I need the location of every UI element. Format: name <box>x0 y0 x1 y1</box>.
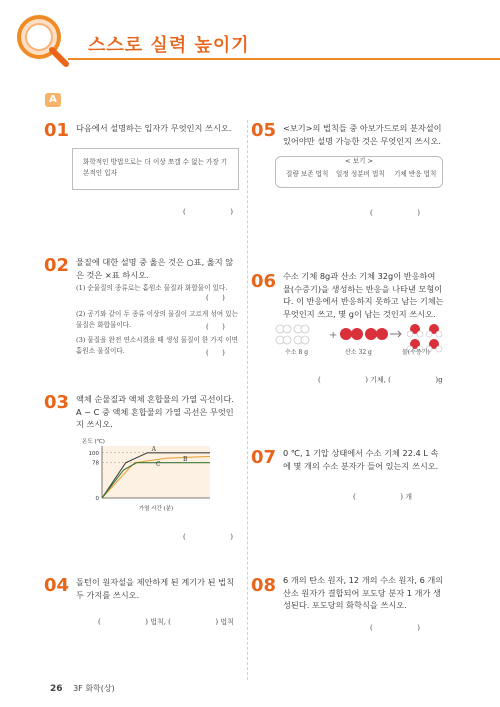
question-number-02: 02 <box>44 255 70 276</box>
box-item-2: 일정 성분비 법칙 <box>336 170 385 178</box>
answer-blank-02-1[interactable]: ( ) <box>206 294 225 302</box>
y-tick-label-0: 0 <box>95 496 99 502</box>
question-03-text: 액체 순물질과 액체 혼합물의 가열 곡선이다. A ~ C 중 액체 혼합물의 가열 곡선은 무엇인지 쓰시오. <box>76 394 234 429</box>
answer-blank-08[interactable]: ( ) <box>370 624 420 632</box>
chart-plot-area <box>102 446 210 498</box>
y-tick-label-78: 78 <box>92 460 99 467</box>
question-number-08: 08 <box>251 575 277 596</box>
x-axis-label: 가열 시간 (분) <box>138 506 174 512</box>
box-title: < 보기 > <box>345 157 373 165</box>
section-badge: A <box>45 93 61 107</box>
question-06-text: 수소 기체 8g과 산소 기체 32g이 반응하여 물(수증기)을 생성하는 반응을 나타낸 모형이다. 이 반응에서 반응하지 못하고 남는 기체는 무엇인지 쓰고, 몇 g이 남는 것인지 쓰시오. <box>283 271 444 319</box>
answer-blank-02-2[interactable]: ( ) <box>206 323 225 331</box>
series-label-A: A <box>151 445 157 453</box>
column-divider <box>247 120 248 680</box>
question-05-text: <보기>의 법칙들 중 아보가드로의 분자설이 있어야만 설명 가능한 것은 무엇인지 쓰시오. <box>283 123 442 146</box>
box-item-1: 질량 보존 법칙 <box>286 170 329 178</box>
answer-blank-07[interactable]: ( ) 개 <box>353 493 412 501</box>
question-07-text: 0 ℃, 1 기압 상태에서 수소 기체 22.4 L 속에 몇 개의 수소 분자가 들어 있는지 쓰시오. <box>283 448 439 471</box>
answer-blank-05[interactable]: ( ) <box>370 209 420 217</box>
header-band <box>0 24 500 62</box>
answer-blank-02-3[interactable]: ( ) <box>206 349 225 357</box>
page-number: 26 <box>50 684 63 694</box>
question-number-03: 03 <box>44 392 70 413</box>
svg-text:+: + <box>329 330 338 341</box>
question-number-01: 01 <box>44 120 70 141</box>
question-number-06: 06 <box>251 271 277 292</box>
series-label-C: C <box>156 460 161 468</box>
question-number-07: 07 <box>251 447 277 468</box>
heating-curve-chart <box>80 434 220 516</box>
book-title: 3F 화학(상) <box>73 684 115 693</box>
series-label-B: B <box>183 455 188 463</box>
question-number-04: 04 <box>44 575 70 596</box>
question-01-box <box>72 148 239 190</box>
question-02-item-3: (3) 물질을 완전 연소시켰을 때 생성 물질이 한 가지 이면 홑원소 물질이다. <box>76 336 238 355</box>
page-title: 스스로 실력 높이기 <box>88 35 250 56</box>
question-02-item-2: (2) 공기와 같이 두 종류 이상의 물질이 고르게 섞여 있는 물질은 화합물이다. <box>76 310 238 329</box>
answer-blank-06[interactable]: ( ) 기체, ( )g <box>318 376 443 384</box>
magnifier-icon <box>12 10 70 68</box>
question-04-text: 돌턴이 원자설을 제안하게 된 계기가 된 법칙 두 가지를 쓰시오. <box>76 577 234 600</box>
question-02-text: 물질에 대한 설명 중 옳은 것은 ○표, 옳지 않은 것은 ×표 하시오. <box>76 257 234 280</box>
question-08-text: 6 개의 탄소 원자, 12 개의 수소 원자, 6 개의 산소 원자가 결합되어 포도당 분자 1 개가 생성된다. 포도당의 화학식을 쓰시오. <box>283 575 444 610</box>
y-tick-label-100: 100 <box>88 450 99 457</box>
question-01-text: 다음에서 설명하는 입자가 무엇인지 쓰시오. <box>76 123 232 133</box>
question-01-box-text: 화학적인 방법으로는 더 이상 쪼갤 수 없는 가장 기본적인 입자 <box>83 158 228 177</box>
label-water: 물(수증기) <box>402 349 430 356</box>
answer-blank-04[interactable]: ( ) 법칙, ( ) 법칙 <box>98 618 234 626</box>
box-item-3: 기체 반응 법칙 <box>394 170 437 178</box>
label-hydrogen: 수소 8 g <box>285 349 309 356</box>
answer-blank-01[interactable]: ( ) <box>183 208 233 216</box>
page-footer <box>50 683 115 694</box>
question-05-box <box>275 156 443 188</box>
question-number-05: 05 <box>251 120 277 141</box>
header-rule <box>68 58 500 60</box>
answer-blank-03[interactable]: ( ) <box>183 533 233 541</box>
y-axis-label: 온도 (℃) <box>82 439 105 445</box>
label-oxygen: 산소 32 g <box>345 349 372 356</box>
question-02-item-1: (1) 순물질의 종류로는 홑원소 물질과 화합물이 있다. <box>76 284 228 292</box>
